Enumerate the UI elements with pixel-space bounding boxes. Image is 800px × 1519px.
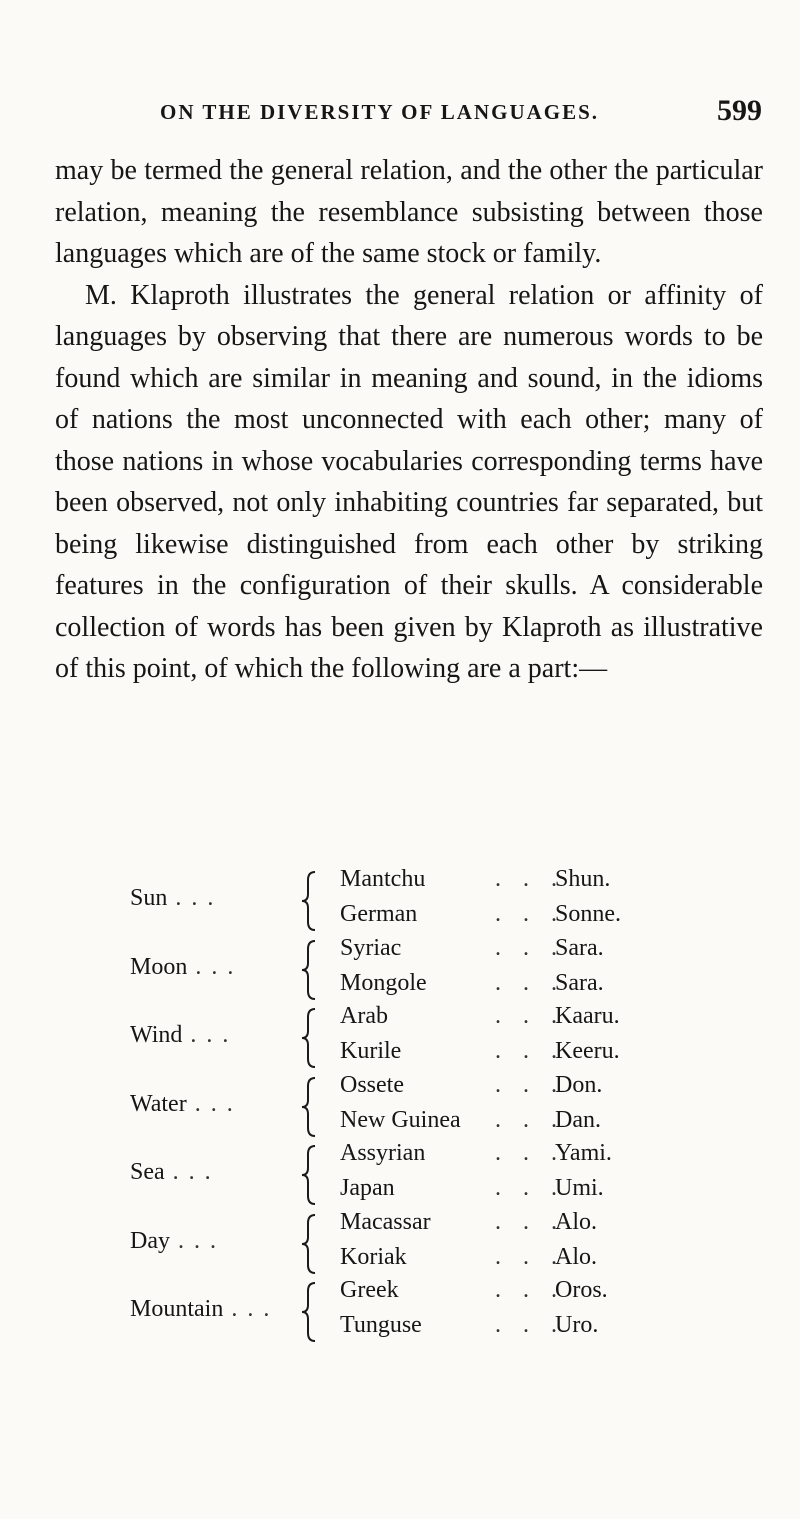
dot-leader: . . . (495, 901, 565, 927)
vocab-row (340, 1277, 760, 1311)
vocab-word: Sonne. (555, 901, 621, 927)
vocab-group (0, 1003, 800, 1073)
dot-leader: . . . (495, 1243, 565, 1270)
vocab-group (0, 935, 800, 1005)
language-name: Greek (340, 1277, 399, 1303)
vocab-word: Keeru. (555, 1038, 620, 1064)
dot-leader: . . . (167, 885, 216, 911)
language-name: Ossete (340, 1071, 404, 1098)
vocab-row (340, 1140, 760, 1174)
curly-brace-icon (300, 1213, 318, 1275)
paragraph-1: may be termed the general relation, and the other the particular relation, meaning the resemblance subsisting between those languages which are of the same stock or family. (55, 155, 763, 269)
meaning-word: Wind (130, 1022, 183, 1048)
dot-leader: . . . (495, 1208, 565, 1235)
curly-brace-icon (300, 870, 318, 932)
vocab-row (340, 1072, 760, 1106)
vocab-row (340, 1244, 760, 1278)
vocab-row (340, 1038, 760, 1072)
dot-leader: . . . (495, 1106, 565, 1133)
language-name: Japan (340, 1175, 395, 1201)
language-name: Macassar (340, 1208, 431, 1235)
curly-brace-icon (300, 1007, 318, 1069)
dot-leader: . . . (495, 1312, 565, 1338)
meaning-word: Moon (130, 953, 188, 980)
vocab-word: Uro. (555, 1312, 599, 1338)
dot-leader: . . . (495, 866, 565, 892)
curly-brace-icon (300, 1144, 318, 1206)
language-name: New Guinea (340, 1106, 461, 1133)
vocab-row (340, 1312, 760, 1346)
language-name: Tunguse (340, 1312, 422, 1338)
meaning-word: Sea (130, 1159, 165, 1185)
dot-leader: . . . (182, 1022, 231, 1048)
vocab-group (0, 1209, 800, 1279)
vocab-word: Alo. (555, 1243, 597, 1270)
dot-leader: . . . (495, 1038, 565, 1064)
vocab-group (0, 1140, 800, 1210)
dot-leader: . . . (495, 934, 565, 961)
language-name: Mantchu (340, 866, 426, 892)
language-name: German (340, 901, 418, 927)
vocab-word: Alo. (555, 1208, 597, 1235)
vocab-row (340, 935, 760, 969)
vocab-row (340, 1209, 760, 1243)
dot-leader: . . . (495, 1175, 565, 1201)
dot-leader: . . . (495, 1140, 565, 1166)
vocab-meaning (130, 885, 320, 912)
curly-brace-icon (300, 939, 318, 1001)
dot-leader: . . . (223, 1296, 272, 1322)
dot-leader: . . . (495, 969, 565, 996)
vocab-word: Oros. (555, 1277, 608, 1303)
meaning-word: Water (130, 1090, 187, 1117)
vocab-group (0, 866, 800, 936)
language-name: Kurile (340, 1038, 402, 1064)
meaning-word: Mountain (130, 1296, 224, 1322)
vocab-word: Umi. (555, 1175, 604, 1201)
page-number: 599 (717, 94, 762, 127)
vocab-meaning (130, 1022, 320, 1049)
vocab-row (340, 1003, 760, 1037)
dot-leader: . . . (169, 1227, 218, 1254)
dot-leader: . . . (186, 1090, 235, 1117)
dot-leader: . . . (495, 1003, 565, 1029)
language-name: Assyrian (340, 1140, 426, 1166)
language-name: Koriak (340, 1243, 407, 1270)
curly-brace-icon (300, 1076, 318, 1138)
meaning-word: Sun (130, 885, 168, 911)
vocab-word: Kaaru. (555, 1003, 620, 1029)
vocab-word: Sara. (555, 934, 604, 961)
paragraph-2: M. Klaproth illustrates the general relation or affinity of languages by observing that there are numerous words to be found which are similar in meaning and sound, in the idioms of nations the most unconnected with each other; many of those nations in whose vocabularies corresponding terms have been observed, not only inhabiting countries far separated, but being likewise distinguished from each other by striking features in the configuration of their skulls. A considerable collection of words has been given by Klaproth as illustrative of this point, of which the following are a part:— (55, 279, 763, 684)
vocab-row (340, 866, 760, 900)
language-name: Arab (340, 1003, 388, 1029)
vocab-row (340, 1175, 760, 1209)
vocab-word: Dan. (555, 1106, 601, 1133)
dot-leader: . . . (495, 1071, 565, 1098)
running-title: ON THE DIVERSITY OF LANGUAGES. (160, 100, 600, 124)
vocab-row (340, 970, 760, 1004)
vocab-meaning (130, 1296, 320, 1323)
dot-leader: . . . (495, 1277, 565, 1303)
dot-leader: . . . (187, 953, 236, 980)
body-text (55, 150, 763, 690)
vocab-word: Sara. (555, 969, 604, 996)
language-name: Mongole (340, 969, 427, 996)
vocab-row (340, 1107, 760, 1141)
vocab-row (340, 901, 760, 935)
page-header (130, 94, 762, 134)
language-name: Syriac (340, 934, 402, 961)
vocab-meaning (130, 1228, 320, 1255)
vocab-meaning (130, 1091, 320, 1118)
vocab-meaning (130, 954, 320, 981)
vocab-group (0, 1072, 800, 1142)
vocab-group (0, 1277, 800, 1347)
meaning-word: Day (130, 1227, 170, 1254)
vocab-meaning (130, 1159, 320, 1186)
vocab-word: Don. (555, 1071, 603, 1098)
dot-leader: . . . (164, 1159, 213, 1185)
vocab-word: Shun. (555, 866, 611, 892)
vocab-word: Yami. (555, 1140, 612, 1166)
curly-brace-icon (300, 1281, 318, 1343)
